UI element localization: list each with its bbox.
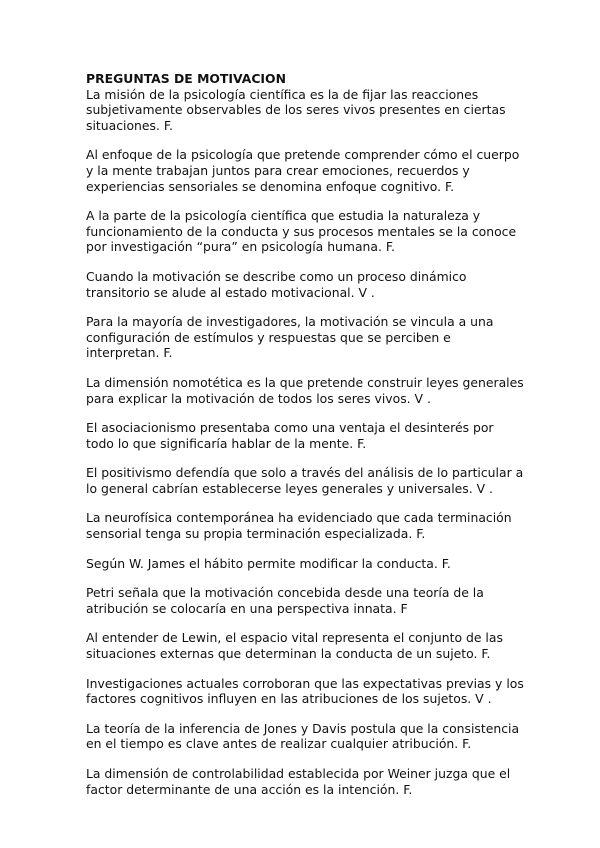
question-12: Al entender de Lewin, el espacio vital representa el conjunto de las situaciones externas que determinan la conducta de un sujeto. F. bbox=[86, 630, 503, 662]
question-1: La misión de la psicología científica es la de fijar las reacciones subjetivamente observables de los seres vivos presentes en ciertas situaciones. F. bbox=[86, 86, 506, 133]
question-2: Al enfoque de la psicología que pretende comprender cómo el cuerpo y la mente trabajan juntos para crear emociones, recuerdos y experiencias sensoriales se denomina enfoque cognitivo. F. bbox=[86, 147, 520, 194]
question-5: Para la mayoría de investigadores, la motivación se vincula a una configuración de estímulos y respuestas que se perciben e interpretan. F. bbox=[86, 314, 494, 361]
question-11: Petri señala que la motivación concebida desde una teoría de la atribución se colocaría en una perspectiva innata. F bbox=[86, 585, 484, 616]
document-title: PREGUNTAS DE MOTIVACION bbox=[86, 71, 286, 86]
question-3: A la parte de la psicología científica que estudia la naturaleza y funcionamiento de la conducta y sus procesos mentales se la conoce por investigación “pura” en psicología humana. F. bbox=[86, 208, 517, 255]
question-10: Según W. James el hábito permite modificar la conducta. F. bbox=[86, 555, 451, 571]
question-8: El positivismo defendía que solo a través del análisis de lo particular a lo general cabrían establecerse leyes generales y universales. V . bbox=[86, 465, 524, 496]
question-6: La dimensión nomotética es la que pretende construir leyes generales para explicar la motivación de todos los seres vivos. V . bbox=[86, 374, 524, 406]
document-page bbox=[86, 71, 526, 811]
question-13: Investigaciones actuales corroboran que las expectativas previas y los factores cognitivos influyen en las atribuciones de los sujetos. V . bbox=[86, 675, 524, 707]
question-9: La neurofísica contemporánea ha evidenciado que cada terminación sensorial tenga su propia terminación especializada. F. bbox=[86, 510, 512, 542]
question-14: La teoría de la inferencia de Jones y Davis postula que la consistencia en el tiempo es clave antes de realizar cualquier atribución. F. bbox=[86, 720, 520, 752]
question-7: El asociacionismo presentaba como una ventaja el desinterés por todo lo que significaría hablar de la mente. F. bbox=[86, 420, 494, 451]
question-4: Cuando la motivación se describe como un proceso dinámico transitorio se alude al estado motivacional. V . bbox=[86, 268, 467, 300]
question-15: La dimensión de controlabilidad establecida por Weiner juzga que el factor determinante de una acción es la intención. F. bbox=[86, 766, 511, 797]
